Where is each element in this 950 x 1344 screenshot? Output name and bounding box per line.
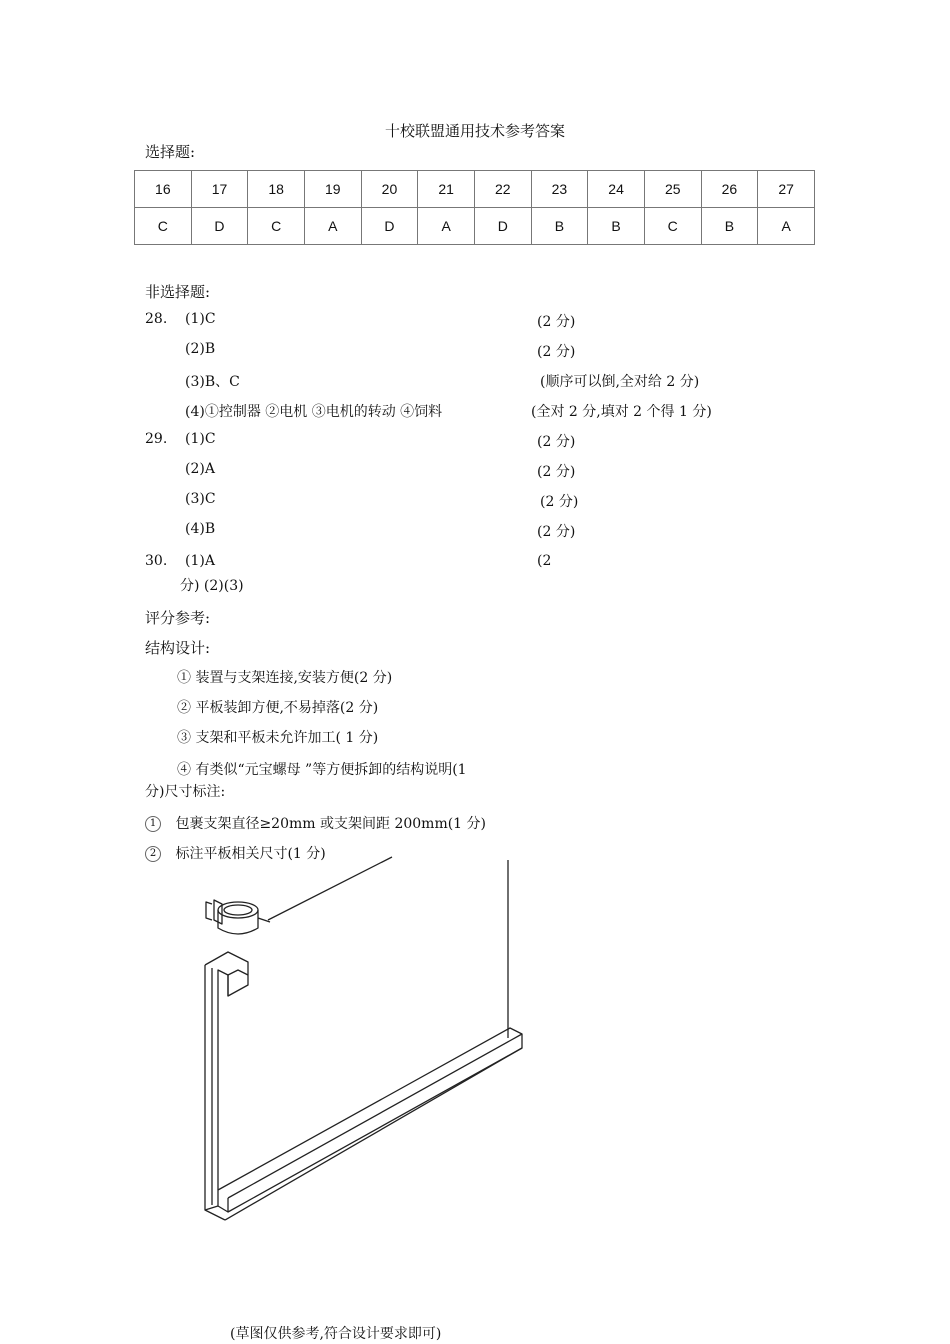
question-number: 20: [361, 171, 418, 208]
dimension-item: [145, 813, 486, 833]
dimension-item-text: 标注平板相关尺寸(1 分): [175, 846, 326, 862]
score-text: (顺序可以倒,全对给 2 分): [540, 374, 700, 390]
score-text: (2 分): [537, 464, 576, 480]
question-number: 18: [248, 171, 305, 208]
nonchoice-heading: 非选择题:: [145, 283, 211, 301]
sketch-caption: (草图仅供参考,符合设计要求即可): [230, 1326, 442, 1342]
answer-table: [134, 170, 815, 245]
bottom-ledge: [205, 1028, 522, 1220]
answer-table-answer-row: [135, 208, 815, 245]
answer-cell: C: [248, 208, 305, 245]
answer-cell: C: [135, 208, 192, 245]
dimension-item-text: 包裹支架直径≥20mm 或支架间距 200mm(1 分): [175, 816, 487, 832]
answer-cell: D: [361, 208, 418, 245]
question-number: 16: [135, 171, 192, 208]
answer-text: (1)C: [185, 431, 216, 447]
answer-text: (4)①控制器 ②电机 ③电机的转动 ④饲料: [185, 404, 443, 420]
question-number: 21: [418, 171, 475, 208]
answer-text-continued: 分) (2)(3): [180, 578, 244, 594]
answer-cell: B: [588, 208, 645, 245]
scoring-heading: 评分参考:: [145, 609, 211, 627]
answer-cell: D: [191, 208, 248, 245]
answer-text: (2)B: [185, 341, 216, 357]
score-text: (2 分): [537, 344, 576, 360]
score-text: (2: [537, 553, 552, 569]
clamp-ring: [206, 900, 270, 934]
question-number: 19: [304, 171, 361, 208]
frame-top-edge: [268, 857, 392, 920]
question-number-30: 30.: [145, 553, 168, 569]
structure-item: ② 平板装卸方便,不易掉落(2 分): [177, 700, 379, 716]
question-number: 24: [588, 171, 645, 208]
dimension-heading: 分)尺寸标注:: [145, 784, 226, 800]
answer-text: (3)B、C: [185, 374, 240, 390]
answer-cell: A: [304, 208, 361, 245]
answer-cell: B: [531, 208, 588, 245]
question-number: 17: [191, 171, 248, 208]
answer-cell: C: [644, 208, 701, 245]
question-number-28: 28.: [145, 311, 168, 327]
structure-heading: 结构设计:: [145, 639, 211, 657]
answer-cell: D: [474, 208, 531, 245]
score-text: (2 分): [537, 314, 576, 330]
question-number: 25: [644, 171, 701, 208]
answer-text: (4)B: [185, 521, 216, 537]
question-number: 23: [531, 171, 588, 208]
answer-text: (3)C: [185, 491, 216, 507]
score-text: (全对 2 分,填对 2 个得 1 分): [531, 404, 712, 420]
answer-text: (1)A: [185, 553, 215, 569]
score-text: (2 分): [537, 434, 576, 450]
hook-bracket: [205, 952, 248, 1220]
page-title: 十校联盟通用技术参考答案: [384, 122, 565, 140]
question-number: 22: [474, 171, 531, 208]
question-number: 27: [758, 171, 815, 208]
score-text: (2 分): [537, 524, 576, 540]
choice-heading: 选择题:: [145, 143, 196, 161]
answer-cell: A: [418, 208, 475, 245]
answer-text: (2)A: [185, 461, 215, 477]
structure-item: ③ 支架和平板未允许加工( 1 分): [177, 730, 379, 746]
answer-text: (1)C: [185, 311, 216, 327]
answer-table-number-row: [135, 171, 815, 208]
holder-sketch: [190, 855, 530, 1235]
question-number: 26: [701, 171, 758, 208]
answer-cell: B: [701, 208, 758, 245]
structure-item: ④ 有类似“元宝螺母 ”等方便拆卸的结构说明(1: [177, 762, 467, 778]
structure-item: ① 装置与支架连接,安装方便(2 分): [177, 670, 393, 686]
circled-number: 2: [145, 846, 161, 862]
answer-cell: A: [758, 208, 815, 245]
question-number-29: 29.: [145, 431, 168, 447]
circled-number: 1: [145, 816, 161, 832]
score-text: (2 分): [540, 494, 579, 510]
